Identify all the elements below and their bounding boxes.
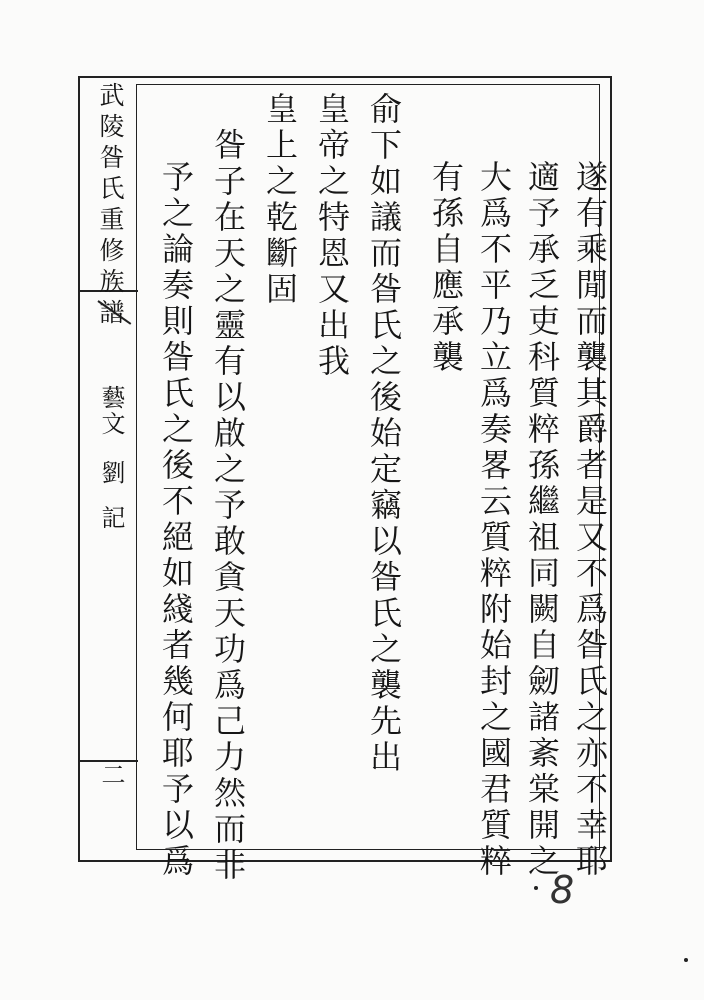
page-number-chinese: 二 [97,762,125,788]
text-column-6: 皇帝之特恩又出我 [313,92,351,380]
ink-dot [534,886,538,890]
text-column-5: 俞下如議而昝氏之後始定竊以昝氏之襲先出 [365,92,403,776]
text-column-9: 予之論奏則昝氏之後不絕如綫者幾何耶予以爲 [157,160,195,880]
text-column-4: 有孫自應承襲 [427,160,465,376]
text-column-2: 適予承乏吏科質粹孫繼祖同闕自劒諸紊棠開之 [523,160,561,880]
author-label: 劉 [97,460,125,486]
section-label: 藝文 [97,385,125,437]
text-column-7: 皇上之乾斷固 [261,92,299,308]
text-column-8: 昝子在天之靈有以啟之予敢貪天功爲己力然而非 [209,128,247,884]
ink-dot [684,958,688,962]
text-column-1: 遂有乘閒而襲其爵者是又不爲昝氏之亦不幸耶 [571,160,609,880]
handwritten-page-number: 8 [550,868,575,912]
genre-label: 記 [97,505,125,531]
text-column-3: 大爲不平乃立爲奏畧云質粹附始封之國君質粹 [475,160,513,880]
book-title: 武陵昝氏重修族譜 [96,82,125,330]
